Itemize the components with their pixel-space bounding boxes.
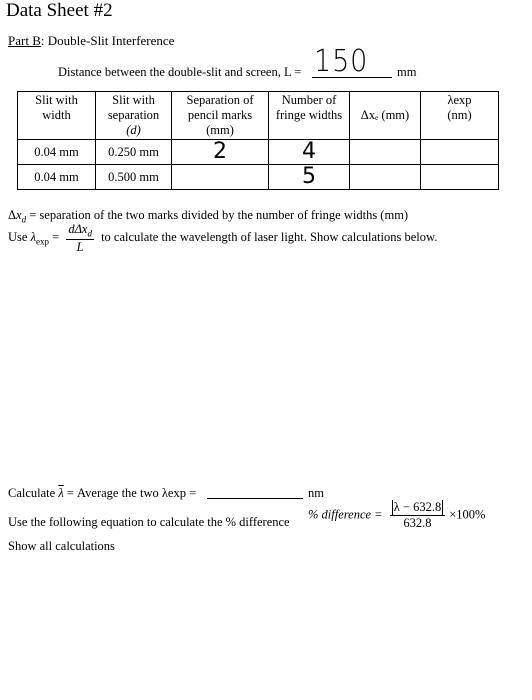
cell-slit-separation: 0.250 mm (96, 140, 172, 165)
distance-label: Distance between the double-slit and screen, L = (58, 65, 302, 79)
page-title: Data Sheet #2 (6, 0, 113, 21)
cell-pencil-marks[interactable]: 2 (172, 140, 269, 165)
percent-difference-equation: % difference = $\frac{\lambda - 632.8}{632.8}$ ×100% (308, 500, 486, 530)
cell-slit-separation: 0.500 mm (96, 165, 172, 190)
header-fringe-widths: Number of fringe widths (269, 92, 350, 140)
average-unit: nm (308, 486, 324, 500)
use-suffix: to calculate the wavelength of laser light. Show calculations below. (101, 230, 438, 245)
cell-lambda-exp[interactable] (421, 140, 499, 165)
table-row (18, 140, 499, 165)
header-slit-separation: Slit with separation (d) (96, 92, 172, 140)
header-lambda-exp: λexp (nm) (421, 92, 499, 140)
cell-pencil-marks[interactable] (172, 165, 269, 190)
distance-unit: mm (397, 65, 417, 79)
cell-slit-width: 0.04 mm (18, 165, 96, 190)
cell-delta-x[interactable] (350, 140, 421, 165)
header-pencil-marks: Separation of pencil marks (mm) (172, 92, 269, 140)
header-delta-x: Δxₑ (mm) (350, 92, 421, 140)
use-prefix: Use (8, 230, 28, 245)
table-header-row (18, 92, 499, 140)
percent-difference-instruction: Use the following equation to calculate the % difference (8, 515, 290, 529)
distance-value-handwritten[interactable]: 150 (314, 44, 369, 79)
lambda-formula: $\frac{d\Delta x_d}{L}$ (68, 222, 92, 254)
table-row (18, 165, 499, 190)
average-line: Calculate $\overline{\lambda}$ = Average the two λexp = (8, 486, 197, 500)
header-slit-width: Slit with width (18, 92, 96, 140)
delta-x-definition: $\Delta x_d$ = separation of the two marks divided by the number of fringe widths (mm) (8, 208, 409, 225)
average-blank-line[interactable] (207, 498, 303, 499)
part-heading (8, 33, 174, 49)
show-all-calculations: Show all calculations (8, 539, 115, 553)
cell-delta-x[interactable] (350, 165, 421, 190)
cell-fringe-widths[interactable]: 5 (269, 165, 350, 190)
part-label: Part B (8, 33, 41, 48)
data-table (17, 91, 499, 190)
part-text: : Double-Slit Interference (40, 33, 175, 48)
cell-fringe-widths[interactable]: 4 (269, 140, 350, 165)
use-formula-line: Use $\lambda_{exp}$ = $\frac{d\Delta x_d}{L}$ to calculate the wavelength of laser light. Show calculations below. (8, 222, 438, 254)
cell-lambda-exp[interactable] (421, 165, 499, 190)
cell-slit-width: 0.04 mm (18, 140, 96, 165)
